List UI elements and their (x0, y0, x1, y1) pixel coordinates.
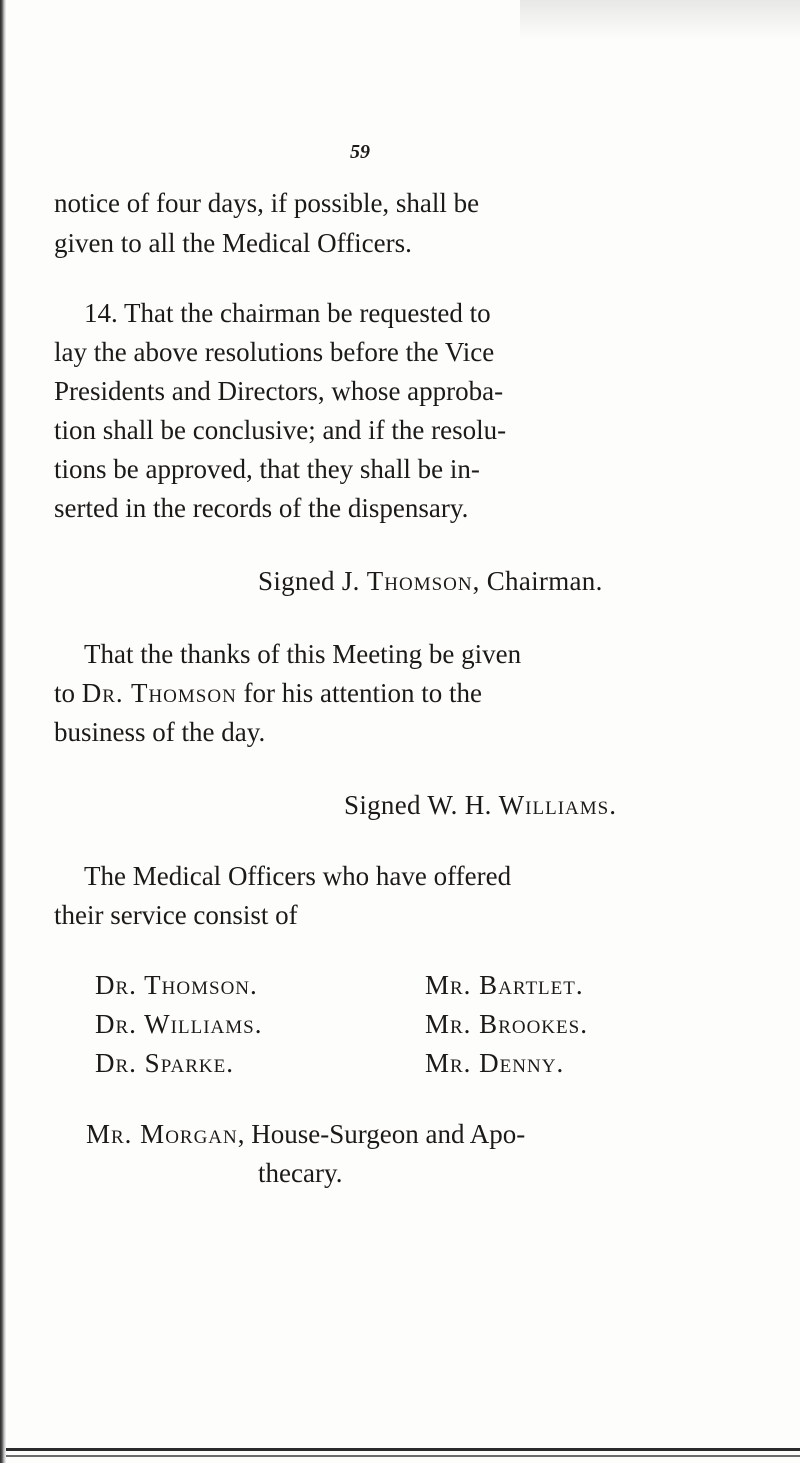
page-binding-edge (0, 0, 6, 1463)
officer-name: Mr. Bartlet. (425, 970, 584, 1000)
text-line (86, 1116, 525, 1153)
text-span: , House-Surgeon and Apo- (237, 1119, 526, 1149)
text-line: The Medical Officers who have offered (84, 861, 512, 891)
officer-name: Dr. Sparke. (95, 1048, 234, 1078)
officer-name: Mr. Brookes. (425, 1009, 588, 1039)
text-line: thecary. (258, 1158, 343, 1188)
officer-name: Dr. Thomson. (95, 970, 258, 1000)
signature-williams (344, 787, 617, 824)
signature-prefix: Signed W. H. (344, 790, 499, 820)
signature-chairman (258, 563, 603, 600)
text-span: for his attention to the (236, 678, 482, 708)
text-line: notice of four days, if possible, shall be (54, 188, 480, 218)
signature-prefix: Signed J. (258, 566, 367, 596)
page-bottom-edge-shadow (6, 1455, 800, 1457)
person-name: Dr. Thomson (81, 678, 237, 708)
text-line: given to all the Medical Officers. (54, 228, 412, 258)
text-line: lay the above resolutions before the Vice (54, 337, 495, 367)
page-bottom-edge (6, 1448, 800, 1451)
officer-name: Dr. Williams. (95, 1009, 263, 1039)
text-line: tions be approved, that they shall be in- (54, 454, 480, 484)
signature-suffix: , Chairman. (472, 566, 603, 596)
text-line: Presidents and Directors, whose approba- (54, 376, 504, 406)
text-line: That the thanks of this Meeting be given (84, 639, 522, 669)
page-number: 59 (350, 141, 370, 163)
signatory-name: Williams. (498, 790, 617, 820)
text-span: to (54, 678, 82, 708)
text-line: their service consist of (54, 900, 298, 930)
signatory-name: Thomson (366, 566, 473, 596)
text-line: serted in the records of the dispensary. (54, 493, 469, 523)
text-line (54, 675, 482, 712)
page-shadow (520, 0, 800, 40)
officer-name: Mr. Denny. (425, 1048, 565, 1078)
text-line: tion shall be conclusive; and if the resolu- (54, 415, 507, 445)
text-line: 14. That the chairman be requested to (84, 298, 491, 328)
text-line: business of the day. (54, 717, 266, 747)
person-name: Mr. Morgan (86, 1119, 238, 1149)
